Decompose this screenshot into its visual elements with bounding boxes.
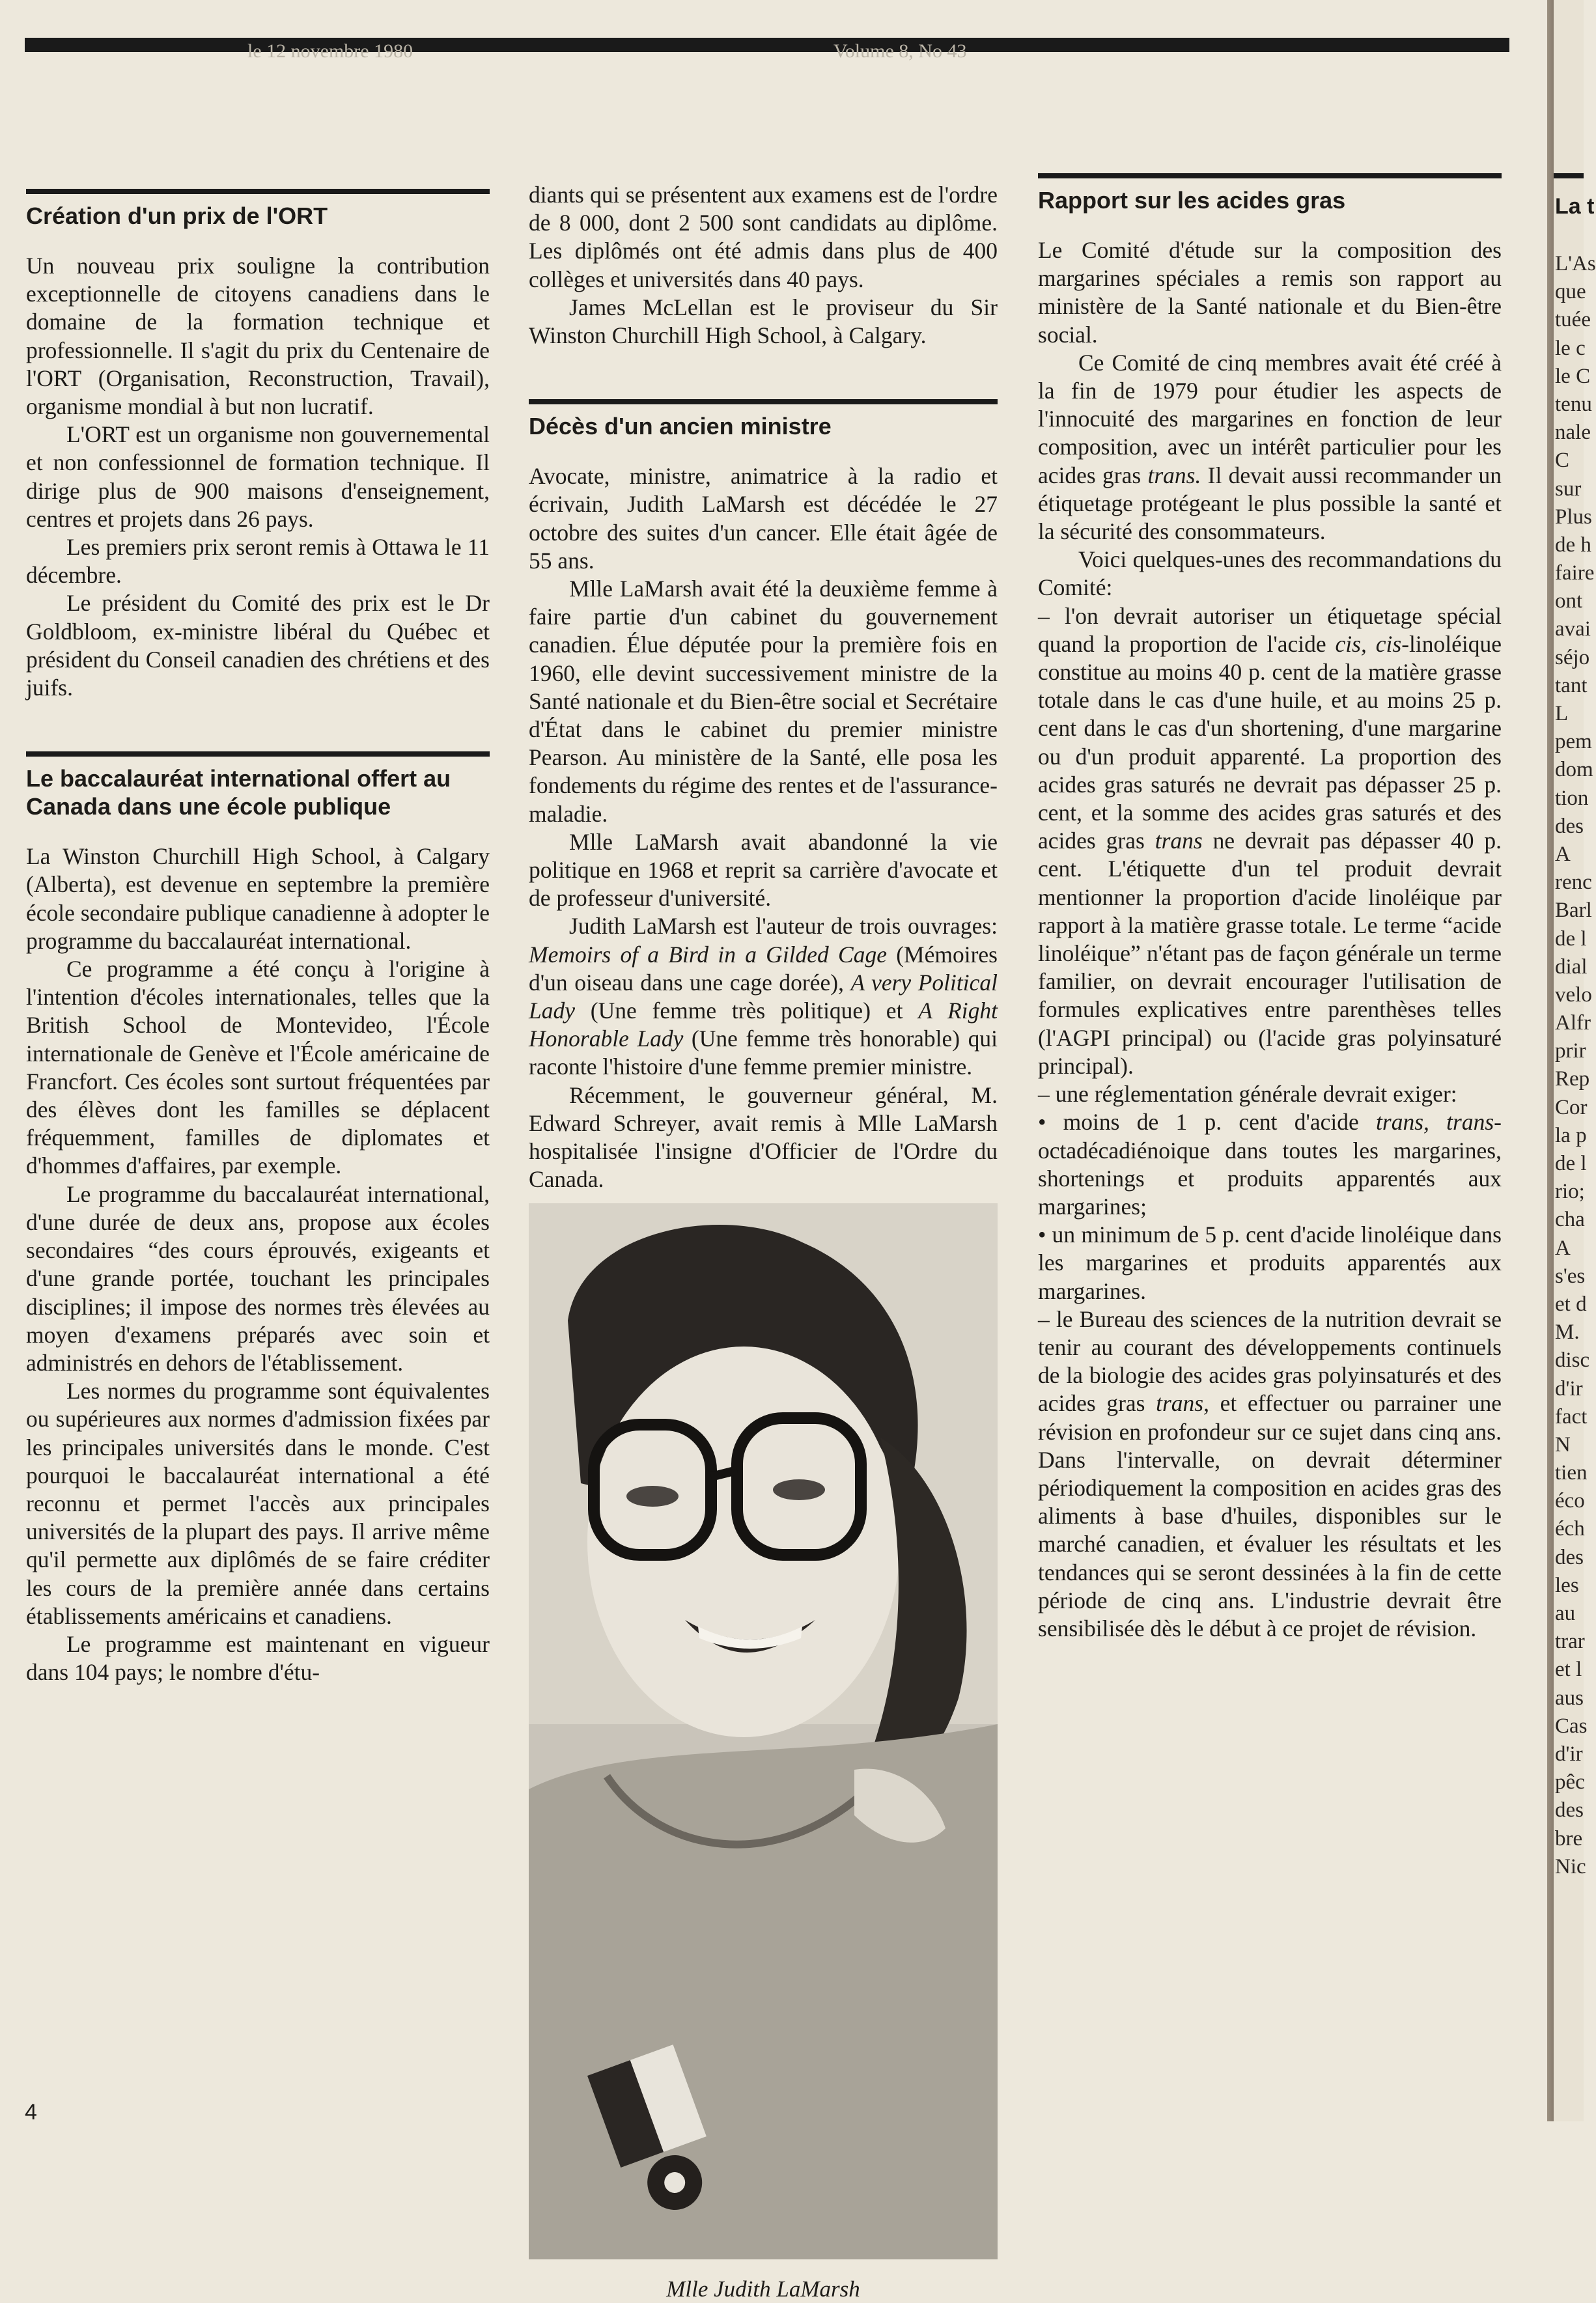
paragraph: La Winston Churchill High School, à Calgary (Alberta), est devenue en septembre la première école secondaire publique canadienne à adopter le programme du baccalauréat international.	[26, 843, 490, 954]
fragment-line: tenu	[1555, 392, 1592, 416]
fragment-line: tant	[1555, 673, 1588, 697]
fragment-line: et l	[1555, 1658, 1582, 1682]
book-title: A Right Honorable Lady	[529, 998, 998, 1052]
fragment-line: dial	[1555, 955, 1588, 979]
fragment-line: M.	[1555, 1320, 1580, 1345]
section-rule	[1038, 173, 1502, 178]
column-2	[529, 181, 998, 2303]
paragraph: L'ORT est un organisme non gouvernemental et non confessionnel de formation technique. Il dirige plus de 900 maisons d'enseignement, centres et projets dans 26 pays.	[26, 421, 490, 532]
section-rule	[26, 189, 490, 194]
heading-deces: Décès d'un ancien ministre	[529, 413, 832, 440]
fragment-line: de h	[1555, 533, 1591, 557]
fragment-line: fact	[1555, 1404, 1588, 1429]
paragraph: Ce programme a été conçu à l'origine à l'intention d'écoles internationales, telles que la British School de Montevideo, l'École internationale de Genève et l'École américaine de Francfort. Ces écoles sont surtout fréquentées par des élèves dont les familles se déplacent fréquemment, familles de diplomates et d'hommes d'affaires, par exemple.	[26, 956, 490, 1179]
paragraph: Avocate, ministre, animatrice à la radio et écrivain, Judith LaMarsh est décédée le 27 octobre des suites d'un cancer. Elle était âgée de 55 ans.	[529, 463, 998, 574]
fragment-line: L'As	[1555, 252, 1596, 275]
photo-caption: Mlle Judith LaMarsh	[666, 2276, 860, 2302]
fragment-line: Cas	[1555, 1714, 1588, 1738]
paragraph: Voici quelques-unes des recommandations du Comité:	[1038, 546, 1502, 601]
fragment-line: le c	[1555, 336, 1586, 360]
paragraph: Ce Comité de cinq membres avait été créé à la fin de 1979 pour étudier les aspects de l'innocuité des margarines en fonction de leur composition, avec un intérêt particulier pour les acides gras trans. Il devait aussi recommander un étiquetage protégeant le plus possible la santé et la sécurité des consommateurs.	[1038, 349, 1502, 545]
fragment-line: ont	[1555, 589, 1583, 613]
paragraph: Le programme est maintenant en vigueur dans 104 pays; le nombre d'étu-	[26, 1630, 490, 1686]
recommendation: – le Bureau des sciences de la nutrition devrait se tenir au courant des développements continuels de la biologie des acides gras polyinsaturés et des acides gras trans, et effectuer ou parrainer une révision en profondeur sur ce sujet dans cinq ans. Dans l'intervalle, on devrait déterminer périodiquement la composition en acides gras des aliments à base d'huiles, disponibles sur le marché canadien, et évaluer les résultats et les tendances qui se seront dessinées à la fin de cette période de cinq ans. L'industrie devrait être sensibilisée dès le début à ce projet de révision.	[1038, 1305, 1502, 1641]
paragraph-books: Judith LaMarsh est l'auteur de trois ouvrages: Memoirs of a Bird in a Gilded Cage (Mémoires d'un oiseau dans une cage dorée), A very Political Lady (Une femme très politique) et A Right Honorable Lady (Une femme très honorable) qui raconte l'histoire d'une femme premier ministre.	[529, 913, 998, 1080]
book-title: A very Political Lady	[529, 969, 998, 1024]
fragment-line: la p	[1555, 1123, 1587, 1147]
fragment-line: au	[1555, 1602, 1576, 1625]
heading-acides-gras: Rapport sur les acides gras	[1038, 187, 1346, 214]
fragment-line: prir	[1555, 1039, 1586, 1063]
fragment-line: avai	[1555, 617, 1591, 641]
fragment-line: bre	[1555, 1826, 1583, 1850]
fragment-line: faire	[1555, 561, 1595, 585]
fragment-line: velo	[1555, 983, 1592, 1007]
page-number: 4	[25, 2100, 37, 2125]
fragment-line: de l	[1555, 927, 1587, 951]
fragment-line: dom	[1555, 758, 1593, 782]
section-rule	[26, 751, 490, 757]
fragment-line: des	[1555, 1545, 1584, 1569]
fragment-line: N	[1555, 1432, 1571, 1457]
fragment-line: trar	[1555, 1630, 1585, 1654]
heading-baccalaureat: Le baccalauréat international offert au Canada dans une école publique	[26, 765, 451, 820]
fragment-line: d'ir	[1555, 1742, 1583, 1766]
paragraph: Mlle LaMarsh avait été la deuxième femme à faire partie d'un cabinet du gouvernement canadien. Élue députée pour la première fois en 1960, elle devint successivement ministre de la Santé nationale et du Bien-être social et Secrétaire d'État dans le cabinet du premier ministre Pearson. Au ministère de la Santé, elle posa les fondements du régime des rentes et de l'assurance-maladie.	[529, 576, 998, 827]
fragment-line: A	[1555, 842, 1571, 866]
fragment-line: Barl	[1555, 899, 1592, 923]
fragment-line: aus	[1555, 1686, 1584, 1710]
next-page-text-fragment	[1555, 250, 1596, 1881]
fragment-line: Alfr	[1555, 1011, 1591, 1035]
heading-ort: Création d'un prix de l'ORT	[26, 202, 328, 229]
fragment-line: nale	[1555, 421, 1591, 445]
fragment-line: renc	[1555, 871, 1592, 895]
fragment-line: sur	[1555, 477, 1582, 501]
fragment-line: rio;	[1555, 1180, 1585, 1204]
fragment-line: L	[1555, 702, 1569, 725]
fragment-line: les	[1555, 1573, 1579, 1597]
paragraph: diants qui se présentent aux examens est de l'ordre de 8 000, dont 2 500 sont candidats au diplôme. Les diplômés ont été admis dans plus de 400 collèges et universités dans 40 pays.	[529, 182, 998, 292]
fragment-line: éch	[1555, 1517, 1585, 1541]
fragment-line: disc	[1555, 1348, 1590, 1373]
photo-judith-lamarsh	[529, 1203, 998, 2259]
paragraph: Le programme du baccalauréat international, d'une durée de deux ans, propose aux écoles secondaires “des cours éprouvés, exigeants et d'une grande portée, touchant les principales disciplines; il impose des normes très élevées au moyen d'examens préparés avec soin et administrés en dehors de l'établissement.	[26, 1180, 490, 1376]
fragment-line: des	[1555, 1798, 1584, 1822]
fragment-line: Rep	[1555, 1067, 1590, 1091]
section-rule	[529, 399, 998, 404]
paragraph: Les normes du programme sont équivalentes ou supérieures aux normes d'admission fixées par les principales universités dans le monde. C'est pourquoi le baccalauréat international a été reconnu et permet l'accès aux principales universités de la plupart des pays. Il arrive même qu'il permette aux diplômés de se faire créditer les cours de la première année dans certains établissements américains et canadiens.	[26, 1378, 490, 1629]
recommendation: – l'on devrait autoriser un étiquetage spécial quand la proportion de l'acide cis, cis-linoléique constitue au moins 40 p. cent de la matière grasse totale dans le cas d'une huile, et au moins 25 p. cent dans le cas d'un shortening, d'une margarine ou d'un produit apparenté. La proportion des acides gras saturés ne devrait pas dépasser 25 p. cent, et la somme des acides gras saturés et des acides gras trans ne devrait pas dépasser 40 p. cent. L'étiquette d'un tel produit devrait mentionner la proportion d'acide linoléique par rapport à la matière grasse totale. Le terme “acide linoléique” n'étant pas de façon générale un terme familier, on devrait encourager l'utilisation de formules explicatives entre parenthèses telles (l'AGPI principal) ou (l'acide gras polyinsaturé principal).	[1038, 602, 1502, 1079]
fragment-line: cha	[1555, 1208, 1585, 1232]
fragment-line: tien	[1555, 1461, 1588, 1485]
bullet-item: • un minimum de 5 p. cent d'acide linoléique dans les margarines et produits apparentés aux margarines.	[1038, 1221, 1502, 1304]
paragraph: Le président du Comité des prix est le Dr Goldbloom, ex-ministre libéral du Québec et président du Conseil canadien des chrétiens et des juifs.	[26, 590, 490, 701]
fragment-line: C	[1555, 449, 1570, 473]
recommendation: – une réglementation générale devrait exiger:	[1038, 1081, 1457, 1108]
fragment-line: que	[1555, 280, 1586, 304]
column-3	[1038, 173, 1502, 1643]
fragment-line: et d	[1555, 1292, 1587, 1316]
paragraph: Mlle LaMarsh avait abandonné la vie politique en 1968 et reprit sa carrière d'avocate et de professeur d'université.	[529, 828, 998, 912]
paragraph: Le Comité d'étude sur la composition des margarines spéciales a remis son rapport au ministère de la Santé nationale et du Bien-être social.	[1038, 237, 1502, 348]
fragment-line: Cor	[1555, 1095, 1588, 1119]
fragment-line: éco	[1555, 1489, 1585, 1513]
fragment-line: tion	[1555, 786, 1589, 810]
fragment-line: pem	[1555, 730, 1592, 754]
next-page-rule	[1554, 173, 1584, 178]
fragment-line: de l	[1555, 1152, 1587, 1175]
bullet-item: • moins de 1 p. cent d'acide trans, trans-octadécadiénoique dans toutes les margarines, shortenings et produits apparentés aux margarines;	[1038, 1109, 1502, 1220]
ghost-header-right: Volume 8, No 43	[833, 40, 967, 62]
fragment-line: d'ir	[1555, 1376, 1583, 1401]
paragraph: Un nouveau prix souligne la contribution exceptionnelle de citoyens canadiens dans le domaine de la formation technique et professionnelle. Il s'agit du prix du Centenaire de l'ORT (Organisation, Reconstruction, Travail), organisme mondial à but non lucratif.	[26, 253, 490, 420]
fragment-line: Nic	[1555, 1854, 1586, 1878]
fragment-line: des	[1555, 814, 1584, 838]
fragment-line: Plus	[1555, 505, 1592, 529]
column-1	[26, 189, 490, 1686]
fragment-line: tuée	[1555, 308, 1591, 332]
fragment-line: séjo	[1555, 645, 1590, 669]
book-title: Memoirs of a Bird in a Gilded Cage	[529, 941, 887, 968]
next-page-heading: La t	[1555, 194, 1595, 219]
fragment-line: pêc	[1555, 1770, 1585, 1794]
fragment-line: s'es	[1555, 1264, 1586, 1288]
fragment-line: A	[1555, 1236, 1571, 1260]
paragraph: Récemment, le gouverneur général, M. Edward Schreyer, avait remis à Mlle LaMarsh hospitalisée l'insigne d'Officier de l'Ordre du Canada.	[529, 1082, 998, 1193]
paragraph: James McLellan est le proviseur du Sir Winston Churchill High School, à Calgary.	[529, 294, 998, 349]
ghost-header-left: le 12 novembre 1980	[247, 40, 413, 62]
paragraph: Les premiers prix seront remis à Ottawa le 11 décembre.	[26, 534, 490, 589]
fragment-line: le C	[1555, 364, 1591, 388]
